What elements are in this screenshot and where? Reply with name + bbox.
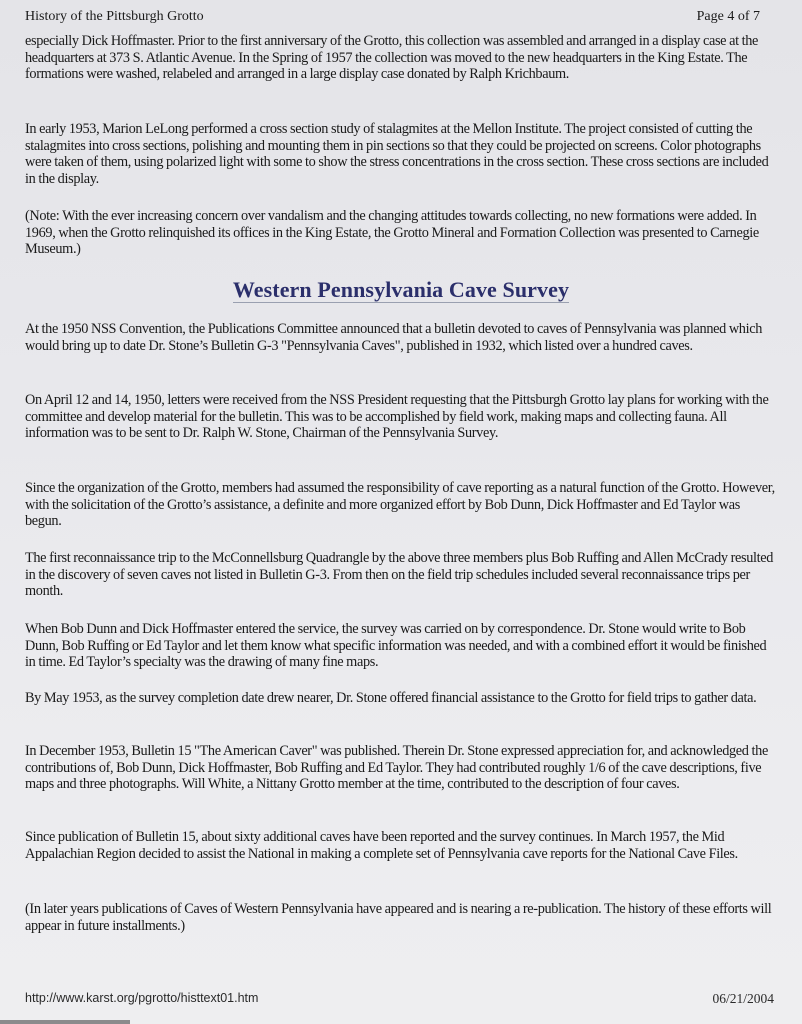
paragraph-later-years: (In later years publications of Caves of Western Pennsylvania have appeared and is nearing a re-publication. The history of these efforts will appear in future installments.) [25,901,772,934]
footer-url: http://www.karst.org/pgrotto/histtext01.htm [25,991,259,1005]
paragraph-nss-convention: At the 1950 NSS Convention, the Publications Committee announced that a bulletin devoted to caves of Pennsylvania was planned which would bring up to date Dr. Stone’s Bulletin G-3 "Pennsylvania Caves", published in 1932, which listed over a hundred caves. [25,321,763,354]
paragraph-april-letters: On April 12 and 14, 1950, letters were received from the NSS President requesting that the Pittsburgh Grotto lay plans for working with the committee and develop material for the bulletin. This was to be accomplished by field work, making maps and collecting fauna. All information was to be sent to Dr. Ralph W. Stone, Chairman of the Pennsylvania Survey. [25,392,769,442]
footer-date: 06/21/2004 [712,991,774,1006]
paragraph-note-vandalism: (Note: With the ever increasing concern over vandalism and the changing attitudes towards collecting, no new formations were added. In 1969, when the Grotto relinquished its offices in the King Estate, the Grotto Mineral and Formation Collection was presented to Carnegie Museum.) [25,208,759,258]
page-header [25,9,760,27]
paragraph-reconnaissance: The first reconnaissance trip to the McConnellsburg Quadrangle by the above three members plus Bob Ruffing and Allen McCrady resulted in the discovery of seven caves not listed in Bulletin G-3. From then on the field trip schedules included several reconnaissance trips per month. [25,550,774,600]
paragraph-organization: Since the organization of the Grotto, members had assumed the responsibility of cave reporting as a natural function of the Grotto. However, with the solicitation of the Grotto’s assistance, a definite and more organized effort by Bob Dunn, Dick Hoffmaster and Ed Taylor was begun. [25,480,775,530]
paragraph-bulletin-15: In December 1953, Bulletin 15 "The American Caver" was published. Therein Dr. Stone expressed appreciation for, and acknowledged the contributions of, Bob Dunn, Dick Hoffmaster, Bob Ruffing and Ed Taylor. They had contributed roughly 1/6 of the cave descriptions, five maps and three photographs. Will White, a Nittany Grotto member at the time, contributed to the description of four caves. [25,743,768,793]
paragraph-correspondence: When Bob Dunn and Dick Hoffmaster entered the service, the survey was carried on by correspondence. Dr. Stone would write to Bob Dunn, Bob Ruffing or Ed Taylor and let them know what specific information was needed, and with a combined effort it would be finished in time. Ed Taylor’s specialty was the drawing of many fine maps. [25,621,767,671]
paragraph-cross-section-study: In early 1953, Marion LeLong performed a cross section study of stalagmites at the Mellon Institute. The project consisted of cutting the stalagmites into cross sections, polishing and mounting them in pin sections so that they could be projected on screens. Color photographs were taken of them, using polarized light with some to show the stress concentrations in the cross section. These cross sections are included in the display. [25,121,769,187]
page-number: Page 4 of 7 [696,9,760,24]
section-heading-text: Western Pennsylvania Cave Survey [232,277,570,302]
paragraph-financial-assistance: By May 1953, as the survey completion date drew nearer, Dr. Stone offered financial assistance to the Grotto for field trips to gather data. [25,690,757,706]
section-heading [0,277,802,303]
scan-edge-artifact [0,1020,130,1024]
document-title: History of the Pittsburgh Grotto [25,9,204,24]
page-footer [25,991,774,1009]
paragraph-additional-caves: Since publication of Bulletin 15, about sixty additional caves have been reported and the survey continues. In March 1957, the Mid Appalachian Region decided to assist the National in making a complete set of Pennsylvania cave reports for the National Cave Files. [25,829,738,862]
paragraph-collection-display: especially Dick Hoffmaster. Prior to the first anniversary of the Grotto, this collection was assembled and arranged in a display case at the headquarters at 373 S. Atlantic Avenue. In the Spring of 1957 the collection was moved to the new headquarters in the King Estate. The formations were washed, relabeled and arranged in a large display case donated by Ralph Krichbaum. [25,33,759,83]
